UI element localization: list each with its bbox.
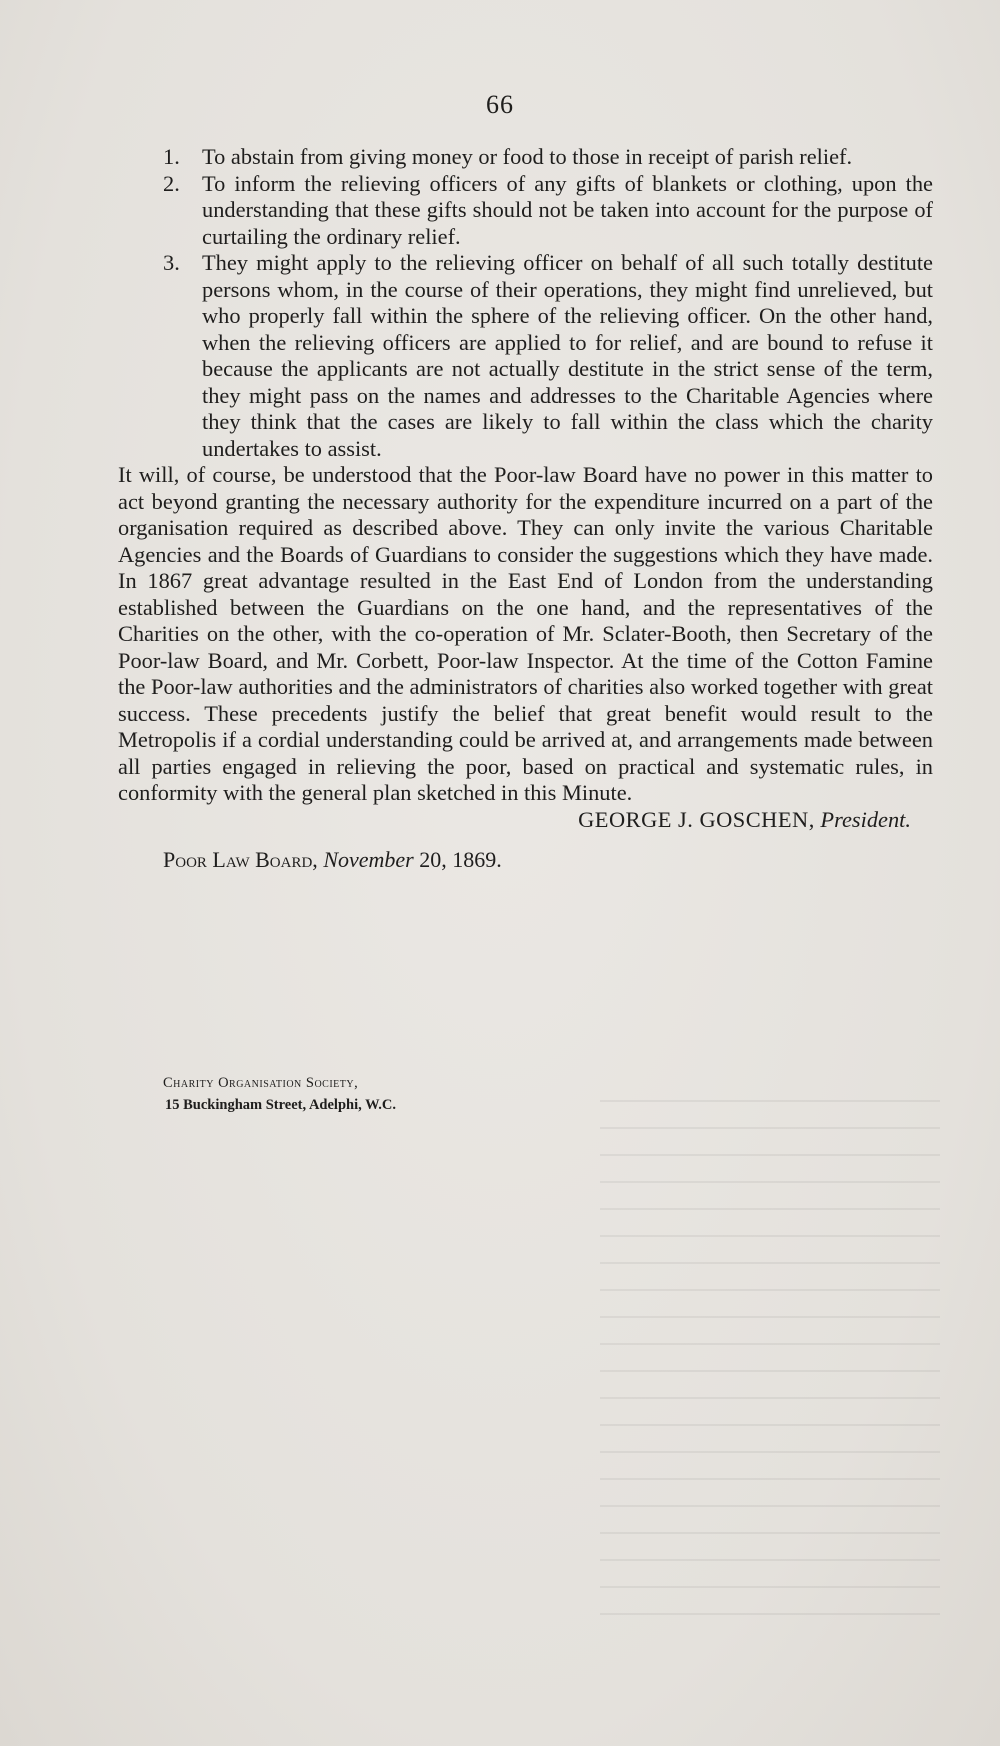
signatory-title: President. xyxy=(820,806,911,832)
signature-line xyxy=(118,807,933,834)
dateline-place: Poor Law Board, xyxy=(163,847,318,872)
publisher-footer xyxy=(163,1072,396,1116)
list-item xyxy=(118,144,933,171)
list-item-text: To inform the relieving officers of any gifts of blankets or clothing, upon the understanding that these gifts should not be taken into account for the purpose of curtailing the ordinary relief. xyxy=(202,170,933,249)
signatory-name: GEORGE J. GOSCHEN, xyxy=(578,806,815,832)
dateline-month: November xyxy=(323,847,414,872)
document-body xyxy=(118,144,933,874)
dateline xyxy=(118,847,933,874)
list-item-text: To abstain from giving money or food to those in receipt of parish relief. xyxy=(202,144,853,169)
dateline-day-year: 20, 1869. xyxy=(419,847,502,872)
list-item xyxy=(118,171,933,251)
bleed-through-shadow xyxy=(600,1100,940,1620)
page-number: 66 xyxy=(486,90,514,119)
list-item-text: They might apply to the relieving officer on behalf of all such totally destitute persons whom, in the course of their operations, they might find unrelieved, but who properly fall within the sphere of the relieving officer. On the other hand, when the relieving officers are applied to for relief, and are bound to refuse it because the applicants are not actually destitute in the strict sense of the term, they might pass on the names and addresses to the Charitable Agencies where they think that the cases are likely to fall within the class which the charity undertakes to assist. xyxy=(202,250,933,461)
publisher-address: 15 Buckingham Street, Adelphi, W.C. xyxy=(165,1097,396,1113)
list-item xyxy=(118,250,933,462)
list-item-number: 1. xyxy=(163,144,180,169)
list-item-number: 2. xyxy=(163,170,180,196)
list-item-number: 3. xyxy=(163,250,180,275)
body-paragraph: It will, of course, be understood that the Poor-law Board have no power in this matter to act beyond granting the necessary authority for the expenditure incurred on a part of the organisation required as described above. They can only invite the various Charitable Agencies and the Boards of Guardians to consider the suggestions which they have made. In 1867 great advantage resulted in the East End of London from the understanding established between the Guardians on the one hand, and the representatives of the Charities on the other, with the co-operation of Mr. Sclater-Booth, then Secretary of the Poor-law Board, and Mr. Corbett, Poor-law Inspector. At the time of the Cotton Famine the Poor-law authorities and the administrators of charities also worked together with great success. These precedents justify the belief that great benefit would result to the Metropolis if a cordial understanding could be arrived at, and arrangements made between all parties engaged in relieving the poor, based on practical and systematic rules, in conformity with the general plan sketched in this Minute. xyxy=(118,462,933,805)
publisher-name: Charity Organisation Society, xyxy=(163,1075,359,1091)
